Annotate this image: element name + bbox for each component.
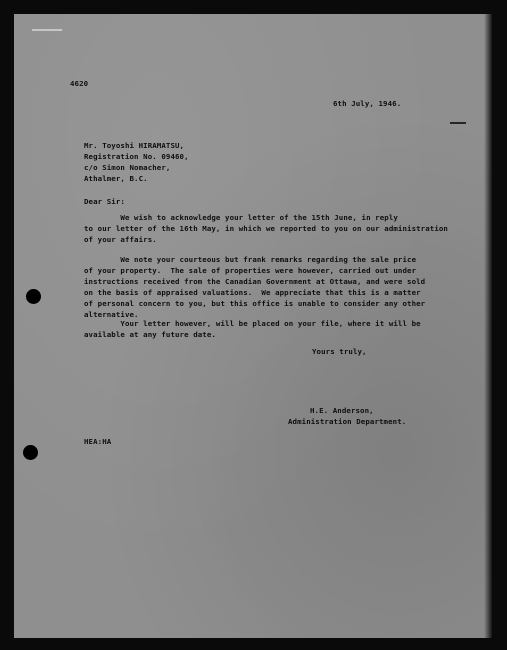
right-margin-mark (450, 122, 466, 124)
paragraph-line: of your property. The sale of properties were however, carried out under (84, 266, 417, 275)
signer-name: H.E. Anderson, (310, 406, 374, 415)
binder-hole-top (26, 289, 41, 304)
paragraph-line: Your letter however, will be placed on your file, where it will be (84, 319, 421, 328)
closing: Yours truly, (312, 347, 367, 356)
paragraph-line: available at any future date. (84, 330, 216, 339)
top-left-mark (32, 29, 62, 31)
reference-initials: HEA:HA (84, 437, 112, 446)
signer-department: Administration Department. (288, 417, 407, 426)
recipient-care-of: c/o Simon Nomacher, (84, 163, 171, 172)
paragraph-line: to our letter of the 16th May, in which we reported to you on our administration (84, 224, 448, 233)
paragraph-line: instructions received from the Canadian Government at Ottawa, and were sold (84, 277, 426, 286)
letter-date: 6th July, 1946. (333, 99, 402, 108)
page-edge-shadow (484, 14, 492, 638)
salutation: Dear Sir: (84, 197, 125, 206)
file-number: 4620 (70, 79, 89, 88)
binder-hole-bottom (23, 445, 38, 460)
paragraph-line: on the basis of appraised valuations. We appreciate that this is a matter (84, 288, 421, 297)
paragraph-line: We note your courteous but frank remarks regarding the sale price (84, 255, 417, 264)
paragraph-line: of your affairs. (84, 235, 157, 244)
recipient-town: Athalmer, B.C. (84, 174, 148, 183)
recipient-name: Mr. Toyoshi HIRAMATSU, (84, 141, 185, 150)
paragraph-line: alternative. (84, 310, 139, 319)
paragraph-line: We wish to acknowledge your letter of the 15th June, in reply (84, 213, 398, 222)
paragraph-line: of personal concern to you, but this office is unable to consider any other (84, 299, 426, 308)
recipient-registration: Registration No. 09460, (84, 152, 189, 161)
